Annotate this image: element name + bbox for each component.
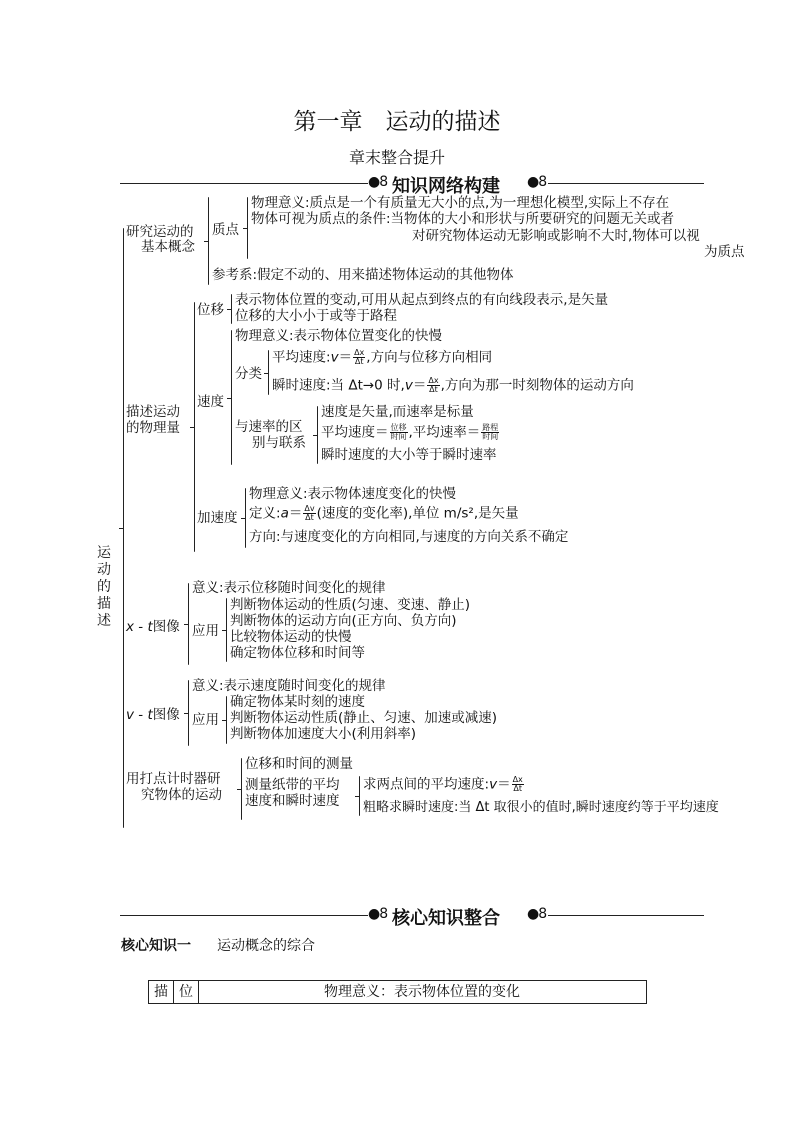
xt-use-3: 比较物体运动的快慢 <box>230 629 352 645</box>
avg-velocity: 平均速度:v＝ $\frac{\Delta x}{\Delta t}$ ,方向与位移方向相同 <box>272 348 493 366</box>
concepts-label-1: 研究运动的 <box>126 224 194 240</box>
table-cell: 物理意义：表示物体位置的变化 <box>324 984 520 1000</box>
xt-use-2: 判断物体的运动方向(正方向、负方向) <box>230 613 457 629</box>
fraction: $\frac{\text{路程}}{\text{时间}}$ <box>482 423 499 441</box>
zhidian-meaning: 物理意义:质点是一个有质量无大小的点,为一理想化模型,实际上不存在 <box>251 195 670 211</box>
vt-meaning: 意义:表示速度随时间变化的规律 <box>192 678 386 694</box>
xt-use-label: 应用 <box>192 623 219 639</box>
weiyi-label: 位移 <box>197 302 224 318</box>
fraction: $\frac{\Delta v}{\Delta t}$ <box>304 504 315 522</box>
vt-use-1: 确定物体某时刻的速度 <box>230 694 365 710</box>
ornament-icon: ●8 <box>527 174 547 190</box>
concepts-label-2: 基本概念 <box>141 239 195 255</box>
vt-label: v - t图像 <box>126 707 180 723</box>
relation-label-1: 与速率的区 <box>235 419 303 435</box>
concept-table <box>148 980 647 1004</box>
core-label: 核心知识一 <box>121 938 191 954</box>
fraction: $\frac{\Delta x}{\Delta t}$ <box>354 348 365 366</box>
section-heading-core: 核心知识整合 <box>392 908 500 929</box>
timer-brace <box>241 758 242 820</box>
zhidian-label: 质点 <box>212 222 239 238</box>
timer-inst: 粗略求瞬时速度:当 Δt 取很小的值时,瞬时速度约等于平均速度 <box>363 800 719 815</box>
section-divider-right <box>548 915 704 916</box>
ornament-icon: ●8 <box>527 906 547 922</box>
sudu-label: 速度 <box>197 394 224 410</box>
accel-direction: 方向:与速度变化的方向相同,与速度的方向关系不确定 <box>249 529 569 545</box>
section-heading-network: 知识网络构建 <box>392 176 500 197</box>
vt-brace <box>188 680 189 746</box>
timer-measure: 位移和时间的测量 <box>245 756 353 772</box>
sudu-meaning: 物理意义:表示物体位置变化的快慢 <box>235 328 443 344</box>
timer-avg: 求两点间的平均速度:v＝ $\frac{\Delta x}{\Delta t}$ <box>363 775 523 793</box>
fraction: $\frac{\text{位移}}{\text{时间}}$ <box>390 423 407 441</box>
section-divider-right <box>548 183 704 184</box>
jiasudu-brace <box>245 488 246 548</box>
section-divider-left <box>120 915 368 916</box>
vt-use-label: 应用 <box>192 712 219 728</box>
zhidian-brace <box>247 197 248 259</box>
zhidian-condition-2: 对研究物体运动无影响或影响不大时,物体可以视 <box>412 228 700 244</box>
inst-velocity: 瞬时速度:当 Δt→0 时,v＝ $\frac{\Delta x}{\Delta t}$ ,方向为那一时刻物体的运动方向 <box>272 376 634 394</box>
vt-use-2: 判断物体运动性质(静止、匀速、加速或减速) <box>230 710 498 726</box>
xt-use-4: 确定物体位移和时间等 <box>230 645 365 661</box>
accel-meaning: 物理意义:表示物体速度变化的快慢 <box>249 486 457 502</box>
fenlei-brace <box>268 350 269 395</box>
timer-speed-brace <box>359 776 360 816</box>
core-title: 运动概念的综合 <box>217 938 315 954</box>
quantities-brace <box>194 302 195 552</box>
vt-use-brace <box>226 696 227 744</box>
xt-label: x - t图像 <box>126 619 180 635</box>
xt-brace <box>188 583 189 665</box>
timer-label-1: 用打点计时器研 <box>126 771 221 787</box>
root-brace <box>123 228 124 828</box>
sudu-brace <box>231 330 232 465</box>
quantities-label-2: 的物理量 <box>126 420 180 436</box>
fraction: $\frac{\Delta x}{\Delta t}$ <box>428 376 439 394</box>
fenlei-label: 分类 <box>235 366 262 382</box>
ornament-icon: ●8 <box>368 174 388 190</box>
jiasudu-label: 加速度 <box>197 510 238 526</box>
timer-speed-label-1: 测量纸带的平均 <box>245 777 340 793</box>
section-divider-left <box>120 183 368 184</box>
zhidian-condition-3: 为质点 <box>704 244 745 260</box>
ornament-icon: ●8 <box>368 906 388 922</box>
weiyi-text-2: 位移的大小小于或等于路程 <box>235 308 397 324</box>
zhidian-condition-1: 物体可视为质点的条件:当物体的大小和形状与所要研究的问题无关或者 <box>251 211 675 227</box>
concepts-brace <box>208 197 209 285</box>
xt-use-brace <box>226 598 227 662</box>
quantities-label-1: 描述运动 <box>126 404 180 420</box>
relation-text-3: 瞬时速度的大小等于瞬时速率 <box>321 447 497 463</box>
weiyi-brace <box>231 294 232 324</box>
fraction: $\frac{\Delta x}{\Delta t}$ <box>512 775 523 793</box>
timer-label-2: 究物体的运动 <box>141 787 222 803</box>
xt-meaning: 意义:表示位移随时间变化的规律 <box>192 580 386 596</box>
vt-use-3: 判断物体加速度大小(利用斜率) <box>230 726 417 742</box>
timer-speed-label-2: 速度和瞬时速度 <box>245 793 340 809</box>
relation-text-2: 平均速度＝ $\frac{\text{位移}}{\text{时间}}$ ,平均速率＝ $\frac{\text{路程}}{\text{时间}}$ <box>321 423 499 441</box>
reference-frame: 参考系:假定不动的、用来描述物体运动的其他物体 <box>212 267 514 283</box>
table-cell: 描 <box>149 981 174 1003</box>
xt-use-1: 判断物体运动的性质(匀速、变速、静止) <box>230 597 471 613</box>
relation-text-1: 速度是矢量,而速率是标量 <box>321 404 474 420</box>
relation-label-2: 别与联系 <box>252 435 306 451</box>
accel-definition: 定义:a＝ $\frac{\Delta v}{\Delta t}$ (速度的变化率),单位 m/s²,是矢量 <box>249 504 519 522</box>
root-label: 运动的描述 <box>97 545 111 629</box>
page-title: 第一章 运动的描述 <box>293 109 501 135</box>
table-cell: 位 <box>174 981 199 1003</box>
page-subtitle: 章末整合提升 <box>348 148 445 167</box>
relation-brace <box>317 406 318 464</box>
weiyi-text-1: 表示物体位置的变动,可用从起点到终点的有向线段表示,是矢量 <box>235 292 609 308</box>
